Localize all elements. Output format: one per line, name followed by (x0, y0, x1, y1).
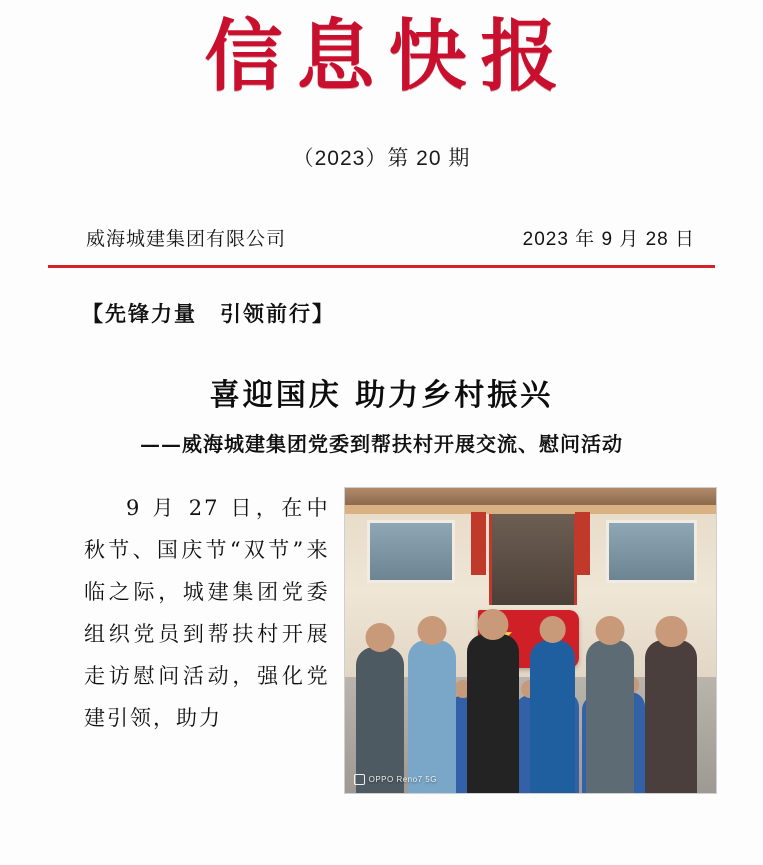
photo-person (467, 634, 519, 793)
header-divider (48, 265, 715, 268)
issue-number: （2023）第 20 期 (292, 146, 471, 170)
masthead (0, 0, 763, 102)
photo-watermark-text: OPPO Reno7 5G (368, 774, 437, 784)
column-tag: 【先锋力量 引领前行】 (82, 300, 335, 326)
photo-window-left (367, 520, 455, 583)
camera-icon (354, 774, 365, 785)
photo-roof (345, 488, 716, 505)
photo-person-head (365, 623, 394, 652)
article-headline: 喜迎国庆 助力乡村振兴 (209, 377, 554, 413)
photo-person (408, 640, 456, 793)
photo-person-head (417, 616, 446, 645)
masthead-title: 信息快报 (204, 11, 573, 102)
photo-person (586, 640, 634, 793)
photo-person (530, 640, 575, 793)
photo-watermark (354, 774, 437, 785)
photo-person-head (478, 609, 509, 640)
organization-name: 威海城建集团有限公司 (86, 228, 287, 250)
photo-person-head (596, 616, 625, 645)
meta-row (54, 224, 709, 251)
photo-person-head (656, 616, 687, 647)
article-subheadline: ——威海城建集团党委到帮扶村开展交流、慰问活动 (140, 431, 623, 456)
article-body-area (0, 487, 763, 794)
photo-person-head (539, 616, 566, 643)
photo-window-right (606, 520, 697, 583)
article-paragraph: 9 月 27 日，在中秋节、国庆节“双节”来临之际，城建集团党委组织党员到帮扶村开展走访慰问活动，强化党建引领，助力 (84, 495, 330, 730)
publish-date: 2023 年 9 月 28 日 (522, 228, 695, 250)
photo-wall-stripe (345, 505, 716, 514)
photo-person (645, 640, 697, 793)
article-body-text (84, 487, 330, 739)
photo-couplet-left (471, 512, 486, 574)
article-photo (344, 487, 717, 794)
photo-person (356, 647, 404, 793)
photo-doorway (489, 514, 577, 605)
